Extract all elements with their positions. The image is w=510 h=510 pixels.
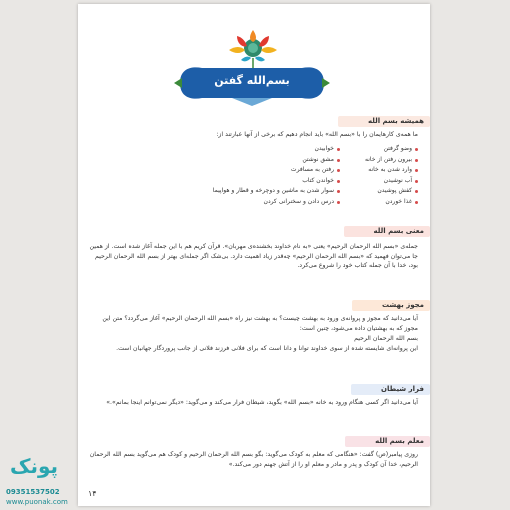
section-heading-teacher: معلم بسم الله	[345, 436, 430, 447]
list-item: وضو گرفتن	[365, 144, 418, 155]
section-body-paradise-permit-2: این پروانه‌ای شایسته شده از سوی خداوند توانا و دانا است که برای فلانی فرزند فلانی از جانب پروردگار جهانیان است.	[116, 345, 418, 352]
list-item: آب نوشیدن	[365, 176, 418, 187]
brand-phone: 09351537502	[6, 488, 60, 496]
section-heading-paradise-permit: مجوز بهشت	[352, 300, 430, 311]
left-bullet-list	[213, 144, 340, 207]
right-bullet-list	[365, 144, 418, 207]
section-line-bismillah: بسم الله الرحمان الرحیم	[354, 335, 418, 342]
list-item: خواندن کتاب	[213, 176, 340, 187]
page-number: ۱۴	[88, 489, 97, 498]
section-body-paradise-permit: آیا می‌دانید که مجوز و پروانه‌ی ورود به بهشت چیست؟ به بهشت نیز راه «بسم الله الرحمان الرحیم» آغاز می‌گردد؟ متن این مجوز که به بهشتیان داده می‌شود، چنین است:	[102, 315, 418, 332]
list-item: وارد شدن به خانه	[365, 165, 418, 176]
section-body-teacher: روزی پیامبر(ص) گفت: «هنگامی که معلم به کودک می‌گوید: بگو بسم الله الرحمان الرحیم و کودک هم می‌گوید بسم الله الرحمان الرحیم، خدا آن کودک و پدر و مادر و معلم او را از آتش جهنم دور می‌کند.»	[89, 451, 418, 468]
section-body-devil-flees: آیا می‌دانید اگر کسی هنگام ورود به خانه «بسم الله» بگوید، شیطان فرار می‌کند و می‌گوید: «دیگر نمی‌توانم اینجا بمانم».»	[106, 399, 418, 406]
brand-watermark	[2, 454, 80, 508]
section-heading-devil-flees: فرار شیطان	[351, 384, 430, 395]
title-banner-text-wrap	[172, 60, 332, 106]
list-item: غذا خوردن	[365, 197, 418, 208]
list-item: مشق نوشتن	[213, 155, 340, 166]
section-body-meaning: جمله‌ی «بسم الله الرحمان الرحیم» یعنی «به نام خداوند بخشنده‌ی مهربان». قرآن کریم هم با این جمله آغاز شده است. از همین جا می‌توان فهمید که «بسم الله الرحمان الرحیم» چه‌قدر زیاد اهمیت دارد. بی‌شک اگر جمله‌ای بهتر از بسم الله الرحمان الرحیم بود، خدا با آن جمله کتاب خود را شروع می‌کرد.	[89, 243, 418, 269]
page-title: بسم‌الله گفتن	[214, 74, 290, 87]
list-item: خوابیدن	[213, 144, 340, 155]
list-item: سوار شدن به ماشین و دوچرخه و قطار و هواپیما	[213, 186, 340, 197]
list-item: درس دادن و سخنرانی کردن	[213, 197, 340, 208]
section-heading-meaning: معنی بسم الله	[344, 226, 430, 237]
section-intro-always: ما همه‌ی کارهایمان را با «بسم الله» باید انجام دهیم که برخی از آنها عبارتند از:	[216, 131, 418, 138]
list-item: کفش پوشیدن	[365, 186, 418, 197]
book-page	[78, 4, 430, 506]
brand-logo-text: پونک	[10, 454, 59, 478]
list-item: رفتن به مسافرت	[213, 165, 340, 176]
list-item: بیرون رفتن از خانه	[365, 155, 418, 166]
brand-url: www.puonak.com	[6, 498, 68, 506]
section-heading-always: همیشه بسم الله	[338, 116, 430, 127]
